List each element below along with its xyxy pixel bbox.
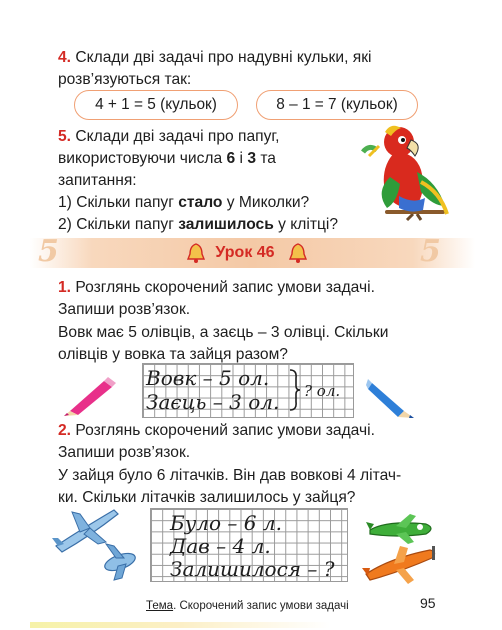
task4-number: 4. (58, 49, 72, 66)
task5-q2c: у клітці? (273, 216, 339, 233)
task1-hw-answer: ? ол. (304, 382, 341, 400)
equation-pill-2: 8 – 1 = 7 (кульок) (256, 90, 418, 120)
task1-hw-line2: Заєць – 3 ол. (146, 390, 280, 414)
banner-deco-right: 5 (420, 234, 441, 269)
task5-q1c: у Миколки? (222, 194, 310, 211)
task1-text2: олівців у вовка та зайця разом? (58, 346, 288, 363)
task5-number: 5. (58, 128, 72, 145)
footer-topic-text: . Скорочений запис умови задачі (173, 600, 349, 612)
task5-q2b: залишилось (178, 216, 274, 233)
orange-airplane-illustration (360, 540, 440, 586)
task5-line3: запитання: (58, 172, 137, 189)
footer-topic (146, 600, 349, 612)
page-number: 95 (420, 595, 436, 611)
task2-hw-line2: Дав – 4 л. (170, 534, 271, 558)
curly-brace (288, 368, 302, 412)
blue-pencil-illustration (366, 373, 416, 419)
equation-pill-1: 4 + 1 = 5 (кульок) (74, 90, 238, 120)
task1-instruction (58, 277, 450, 321)
task5-q2a: 2) Скільки папуг (58, 216, 179, 233)
task2-instruction (58, 420, 450, 464)
task5-text (58, 126, 368, 236)
task2-line1: Розглянь скорочений запис умови задачі. (75, 422, 375, 439)
parrot-illustration (355, 122, 455, 222)
pink-pencil-illustration (62, 373, 118, 417)
small-blue-airplane-illustration (96, 540, 142, 582)
task2-hw-line1: Було – 6 л. (170, 511, 282, 535)
task5-line2c: та (256, 150, 276, 167)
task5-n1: 6 (226, 150, 236, 167)
task5-line1: Склади дві задачі про папуг, (75, 128, 280, 145)
task1-problem (58, 322, 450, 366)
task1-text1: Вовк має 5 олівців, а заєць – 3 олівці. Скільки (58, 324, 389, 341)
lesson-title: Урок 46 (215, 244, 275, 261)
task1-line2: Запиши розв’язок. (58, 301, 191, 318)
task5-line2a: використовуючи числа (58, 150, 227, 167)
task5-q1b: стало (178, 194, 223, 211)
task1-line1: Розглянь скорочений запис умови задачі. (75, 279, 375, 296)
task1-number: 1. (58, 279, 72, 296)
task4-text (58, 47, 450, 91)
footer-decor-bar (30, 622, 330, 628)
task2-hw-line3: Залишилося – ? (170, 557, 335, 581)
banner-deco-left: 5 (38, 234, 59, 269)
task2-text1: У зайця було 6 літачків. Він дав вовкові 4 літач- (58, 467, 402, 484)
footer-topic-label: Тема (146, 600, 174, 612)
task4-line2: розв’язуються так: (58, 71, 192, 88)
task2-text2: ки. Скільки літачків залишилось у зайця? (58, 489, 356, 506)
task2-line2: Запиши розв’язок. (58, 444, 191, 461)
task1-hw-line1: Вовк – 5 ол. (146, 366, 270, 390)
task5-line2b: і (235, 150, 248, 167)
task4-line1: Склади дві задачі про надувні кульки, які (75, 49, 372, 66)
task2-number: 2. (58, 422, 72, 439)
task5-n2: 3 (247, 150, 256, 167)
task5-q1a: 1) Скільки папуг (58, 194, 179, 211)
